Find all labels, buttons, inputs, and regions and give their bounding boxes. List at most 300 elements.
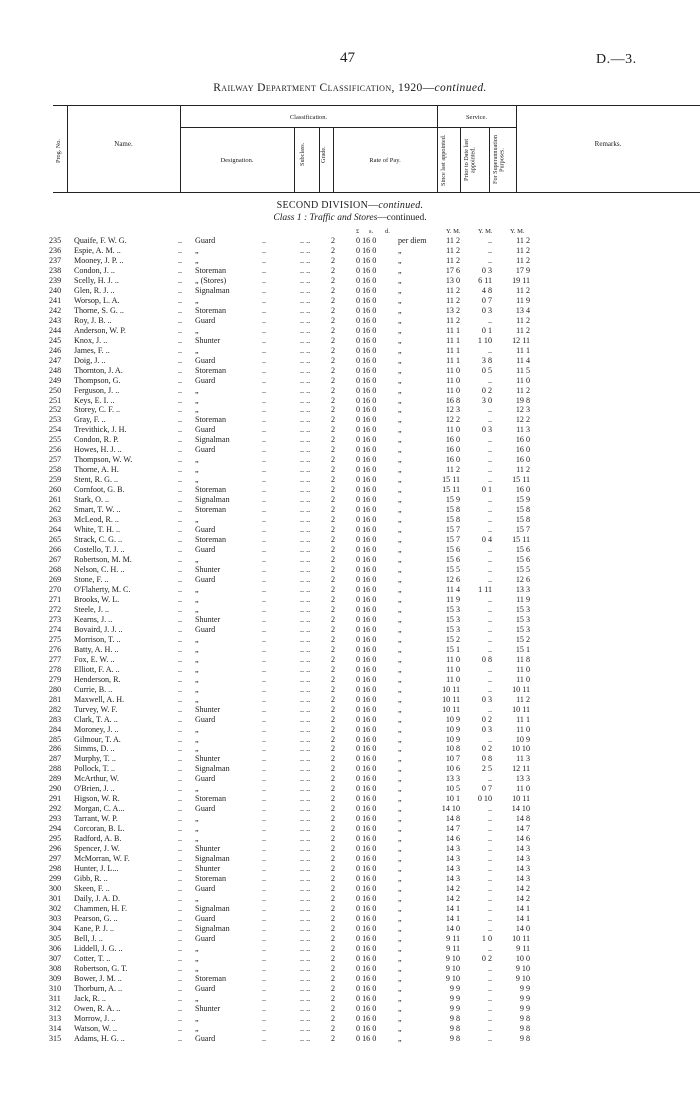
leader-dots: .. .. <box>300 784 311 794</box>
row-superannuation: 15 2 <box>515 634 530 644</box>
row-superannuation: 15 5 <box>515 565 530 574</box>
leader-dots: .. .. <box>300 764 311 774</box>
row-prog-no: 288 <box>49 764 62 774</box>
row-rate-period: „ <box>398 555 402 565</box>
table-row <box>0 495 700 505</box>
leader-dots: .. .. <box>300 894 311 904</box>
leader-dots: .. <box>178 505 183 515</box>
row-grade: 2 <box>331 774 336 784</box>
row-superannuation: 11 9 <box>516 594 530 604</box>
leader-dots: .. <box>178 355 183 365</box>
row-rate: 0 16 0 <box>356 973 377 983</box>
row-rate: 0 16 0 <box>356 674 377 684</box>
unit-ym-since: Y. M. <box>446 228 461 235</box>
row-rate: 0 16 0 <box>356 913 377 923</box>
leader-dots: .. <box>262 993 267 1003</box>
row-prior-to: .. <box>487 923 492 933</box>
row-rate: 0 16 0 <box>356 265 377 275</box>
row-designation: Shunter <box>195 754 221 764</box>
row-rate-period: „ <box>398 694 402 704</box>
row-name: Murphy, T. .. <box>74 754 116 764</box>
row-prog-no: 260 <box>49 485 62 495</box>
row-prior-to: .. <box>487 415 492 425</box>
row-prog-no: 284 <box>49 724 62 734</box>
row-rate: 0 16 0 <box>356 734 377 744</box>
leader-dots: .. <box>178 634 183 644</box>
row-prog-no: 313 <box>49 1013 62 1023</box>
row-grade: 2 <box>331 435 336 445</box>
row-grade: 2 <box>331 385 336 395</box>
row-name: Daily, J. A. D. <box>74 894 121 904</box>
leader-dots: .. .. <box>300 535 311 545</box>
row-rate-period: „ <box>398 834 402 844</box>
row-prior-to: .. <box>487 405 492 415</box>
row-rate: 0 16 0 <box>356 953 377 963</box>
row-prior-to: .. <box>487 315 492 325</box>
row-since-last: 9 9 <box>449 1003 460 1013</box>
row-prog-no: 255 <box>49 435 62 445</box>
row-prior-to: 2 5 <box>481 764 492 774</box>
row-superannuation: 19 8 <box>515 395 530 405</box>
row-since-last: 10 7 <box>445 754 460 764</box>
leader-dots: .. <box>262 854 267 864</box>
row-grade: 2 <box>331 1013 336 1023</box>
leader-dots: .. <box>178 724 183 734</box>
row-grade: 2 <box>331 515 336 525</box>
leader-dots: .. <box>262 315 267 325</box>
row-prior-to: .. <box>487 644 492 654</box>
row-rate-period: „ <box>398 674 402 684</box>
row-superannuation: 9 8 <box>519 1023 530 1033</box>
row-name: Moroney, J. .. <box>74 724 119 734</box>
row-prior-to: .. <box>487 475 492 485</box>
row-prog-no: 292 <box>49 804 62 814</box>
row-rate: 0 16 0 <box>356 325 377 335</box>
table-row <box>0 994 700 1004</box>
row-since-last: 15 9 <box>445 495 460 505</box>
section-heading-suffix: continued. <box>378 200 424 211</box>
header-designation: Designation. <box>220 157 254 164</box>
leader-dots: .. .. <box>300 505 311 515</box>
leader-dots: .. <box>262 415 267 425</box>
leader-dots: .. .. <box>300 854 311 864</box>
leader-dots: .. <box>262 295 267 305</box>
row-rate-period: „ <box>398 644 402 654</box>
leader-dots: .. .. <box>300 465 311 475</box>
row-name: Morgan, C. A... <box>74 804 125 814</box>
row-superannuation: 14 8 <box>515 814 530 824</box>
row-prior-to: .. <box>487 435 492 445</box>
table-row <box>0 336 700 346</box>
leader-dots: .. <box>178 614 183 624</box>
row-designation: „ <box>195 604 199 614</box>
row-name: Chammen, H. F. <box>74 903 128 913</box>
leader-dots: .. <box>262 465 267 475</box>
leader-dots: .. <box>178 694 183 704</box>
header-since-last-appointed: Since last appointed. <box>440 134 447 186</box>
leader-dots: .. <box>262 694 267 704</box>
row-prog-no: 273 <box>49 614 62 624</box>
leader-dots: .. <box>262 764 267 774</box>
leader-dots: .. <box>178 365 183 375</box>
row-since-last: 9 10 <box>445 953 460 963</box>
row-since-last: 14 1 <box>445 903 460 913</box>
row-superannuation: 11 2 <box>516 236 530 245</box>
row-rate: 0 16 0 <box>356 515 377 525</box>
table-row <box>0 954 700 964</box>
row-superannuation: 16 0 <box>515 485 530 495</box>
row-prog-no: 276 <box>49 644 62 654</box>
row-rate: 0 16 0 <box>356 425 377 435</box>
row-superannuation: 15 11 <box>512 475 530 485</box>
table-row <box>0 854 700 864</box>
table-row <box>0 924 700 934</box>
row-prog-no: 246 <box>49 345 62 355</box>
row-name: Spencer, J. W. <box>74 844 120 854</box>
row-prog-no: 239 <box>49 275 62 285</box>
row-grade: 2 <box>331 555 336 565</box>
row-superannuation: 14 1 <box>515 913 530 923</box>
row-since-last: 9 9 <box>449 993 460 1003</box>
row-superannuation: 17 9 <box>515 265 530 275</box>
row-prior-to: 0 2 <box>481 714 492 724</box>
row-prior-to: .. <box>487 1023 492 1033</box>
row-grade: 2 <box>331 365 336 375</box>
row-since-last: 11 0 <box>446 674 460 684</box>
leader-dots: .. .. <box>300 1013 311 1023</box>
table-row <box>0 455 700 465</box>
row-prog-no: 293 <box>49 814 62 824</box>
leader-dots: .. <box>262 584 267 594</box>
table-row <box>0 984 700 994</box>
row-rate-period: „ <box>398 754 402 764</box>
row-superannuation: 9 10 <box>515 973 530 983</box>
row-rate: 0 16 0 <box>356 784 377 794</box>
row-prog-no: 240 <box>49 285 62 295</box>
row-prog-no: 311 <box>49 993 61 1003</box>
row-superannuation: 10 11 <box>512 933 530 943</box>
row-rate-period: „ <box>398 445 402 455</box>
row-since-last: 9 11 <box>446 943 460 953</box>
row-grade: 2 <box>331 415 336 425</box>
leader-dots: .. <box>178 555 183 565</box>
row-prog-no: 297 <box>49 854 62 864</box>
row-prog-no: 235 <box>49 236 62 245</box>
row-designation: Guard <box>195 375 216 385</box>
row-rate-period: „ <box>398 265 402 275</box>
leader-dots: .. .. <box>300 804 311 814</box>
row-name: Thornton, J. A. <box>74 365 123 375</box>
row-rate-period: „ <box>398 894 402 904</box>
row-rate: 0 16 0 <box>356 903 377 913</box>
leader-dots: .. <box>178 445 183 455</box>
row-name: McLeod, R. .. <box>74 515 119 525</box>
row-prior-to: .. <box>487 1013 492 1023</box>
row-name: Turvey, W. F. <box>74 704 118 714</box>
row-rate-period: „ <box>398 275 402 285</box>
row-rate: 0 16 0 <box>356 963 377 973</box>
leader-dots: .. <box>262 724 267 734</box>
row-name: Pearson, G. .. <box>74 913 118 923</box>
row-name: Steele, J. .. <box>74 604 110 614</box>
row-designation: Guard <box>195 983 216 993</box>
row-rate-period: „ <box>398 604 402 614</box>
row-designation: „ <box>195 784 199 794</box>
table-row <box>0 396 700 406</box>
row-rate: 0 16 0 <box>356 1023 377 1033</box>
leader-dots: .. .. <box>300 475 311 485</box>
row-designation: Guard <box>195 445 216 455</box>
leader-dots: .. <box>262 834 267 844</box>
leader-dots: .. .. <box>300 814 311 824</box>
row-rate-period: „ <box>398 784 402 794</box>
leader-dots: .. .. <box>300 435 311 445</box>
row-grade: 2 <box>331 604 336 614</box>
row-grade: 2 <box>331 355 336 365</box>
leader-dots: .. <box>262 953 267 963</box>
table-row <box>0 655 700 665</box>
row-name: Quaife, F. W. G. <box>74 236 127 245</box>
row-superannuation: 14 7 <box>515 824 530 834</box>
leader-dots: .. <box>262 455 267 465</box>
leader-dots: .. <box>178 525 183 535</box>
row-grade: 2 <box>331 614 336 624</box>
row-superannuation: 11 3 <box>516 425 530 435</box>
row-name: Thorne, S. G. .. <box>74 305 124 315</box>
row-name: Thompson, W. W. <box>74 455 133 465</box>
leader-dots: .. <box>178 983 183 993</box>
row-grade: 2 <box>331 684 336 694</box>
row-prior-to: 6 11 <box>478 275 492 285</box>
leader-dots: .. <box>178 963 183 973</box>
row-designation: „ <box>195 1023 199 1033</box>
row-prog-no: 263 <box>49 515 62 525</box>
table-row <box>0 774 700 784</box>
table-row <box>0 635 700 645</box>
leader-dots: .. <box>178 335 183 345</box>
table-row <box>0 575 700 585</box>
row-since-last: 11 2 <box>446 236 460 245</box>
row-rate: 0 16 0 <box>356 365 377 375</box>
row-designation: „ <box>195 515 199 525</box>
row-prior-to: 0 8 <box>481 654 492 664</box>
leader-dots: .. <box>262 674 267 684</box>
row-prior-to: .. <box>487 774 492 784</box>
row-prior-to: .. <box>487 734 492 744</box>
row-rate: 0 16 0 <box>356 664 377 674</box>
row-superannuation: 10 11 <box>512 794 530 804</box>
row-prior-to: .. <box>487 943 492 953</box>
leader-dots: .. .. <box>300 565 311 574</box>
row-rate: 0 16 0 <box>356 943 377 953</box>
row-since-last: 9 8 <box>449 1013 460 1023</box>
row-since-last: 11 2 <box>446 295 460 305</box>
row-rate-period: „ <box>398 405 402 415</box>
leader-dots: .. .. <box>300 884 311 894</box>
row-prog-no: 258 <box>49 465 62 475</box>
leader-dots: .. .. <box>300 973 311 983</box>
table-row <box>0 405 700 415</box>
leader-dots: .. <box>262 325 267 335</box>
row-superannuation: 15 6 <box>515 555 530 565</box>
row-name: Clark, T. A. .. <box>74 714 118 724</box>
row-designation: Storeman <box>195 505 227 515</box>
row-since-last: 14 0 <box>445 923 460 933</box>
table-row <box>0 545 700 555</box>
leader-dots: .. .. <box>300 525 311 535</box>
row-grade: 2 <box>331 923 336 933</box>
row-designation: „ <box>195 993 199 1003</box>
row-prog-no: 309 <box>49 973 62 983</box>
leader-dots: .. <box>178 734 183 744</box>
leader-dots: .. <box>262 555 267 565</box>
row-name: McMorran, W. F. <box>74 854 130 864</box>
row-grade: 2 <box>331 714 336 724</box>
leader-dots: .. .. <box>300 285 311 295</box>
table-row <box>0 525 700 535</box>
row-prior-to: 0 3 <box>481 305 492 315</box>
row-rate-period: „ <box>398 345 402 355</box>
row-since-last: 10 11 <box>442 694 460 704</box>
row-superannuation: 11 0 <box>516 674 530 684</box>
row-rate-period: „ <box>398 375 402 385</box>
leader-dots: .. <box>178 395 183 405</box>
row-name: Higson, W. R. <box>74 794 120 804</box>
row-designation: „ <box>195 894 199 904</box>
row-prog-no: 307 <box>49 953 62 963</box>
row-grade: 2 <box>331 953 336 963</box>
row-grade: 2 <box>331 594 336 604</box>
leader-dots: .. .. <box>300 774 311 784</box>
row-rate-period: „ <box>398 545 402 555</box>
page-title: Railway Department Classification, 1920—continued. <box>213 82 487 94</box>
row-superannuation: 11 8 <box>516 654 530 664</box>
row-name: Ferguson, J. .. <box>74 385 120 395</box>
row-grade: 2 <box>331 764 336 774</box>
row-rate: 0 16 0 <box>356 305 377 315</box>
row-rate-period: „ <box>398 305 402 315</box>
row-rate: 0 16 0 <box>356 555 377 565</box>
leader-dots: .. <box>262 794 267 804</box>
row-grade: 2 <box>331 245 336 255</box>
row-designation: „ (Stores) <box>195 275 227 285</box>
row-rate-period: „ <box>398 355 402 365</box>
row-rate: 0 16 0 <box>356 844 377 854</box>
leader-dots: .. <box>262 594 267 604</box>
row-superannuation: 11 2 <box>516 245 530 255</box>
leader-dots: .. <box>178 385 183 395</box>
row-rate: 0 16 0 <box>356 545 377 555</box>
row-grade: 2 <box>331 734 336 744</box>
leader-dots: .. <box>262 864 267 874</box>
table-header <box>53 105 700 193</box>
row-rate-period: „ <box>398 654 402 664</box>
table-row <box>0 306 700 316</box>
row-since-last: 15 1 <box>445 644 460 654</box>
row-rate-period: „ <box>398 734 402 744</box>
row-since-last: 9 11 <box>446 933 460 943</box>
table-row <box>0 445 700 455</box>
row-rate: 0 16 0 <box>356 375 377 385</box>
row-name: Maxwell, A. H. <box>74 694 125 704</box>
row-rate-period: „ <box>398 824 402 834</box>
leader-dots: .. <box>178 684 183 694</box>
row-rate: 0 16 0 <box>356 574 377 584</box>
leader-dots: .. <box>262 624 267 634</box>
leader-dots: .. .. <box>300 335 311 345</box>
row-designation: Storeman <box>195 365 227 375</box>
row-prior-to: 1 10 <box>477 335 492 345</box>
leader-dots: .. <box>178 465 183 475</box>
row-designation: Shunter <box>195 704 221 714</box>
table-row <box>0 615 700 625</box>
row-since-last: 11 0 <box>446 664 460 674</box>
row-rate: 0 16 0 <box>356 814 377 824</box>
row-superannuation: 9 8 <box>519 1013 530 1023</box>
row-grade: 2 <box>331 754 336 764</box>
row-since-last: 10 9 <box>445 734 460 744</box>
leader-dots: .. <box>262 385 267 395</box>
row-prior-to: 3 0 <box>481 395 492 405</box>
row-since-last: 11 1 <box>446 325 460 335</box>
row-prog-no: 294 <box>49 824 62 834</box>
row-designation: „ <box>195 734 199 744</box>
leader-dots: .. <box>178 455 183 465</box>
leader-dots: .. .. <box>300 963 311 973</box>
row-superannuation: 11 0 <box>516 724 530 734</box>
row-designation: Guard <box>195 774 216 784</box>
row-grade: 2 <box>331 973 336 983</box>
leader-dots: .. <box>178 375 183 385</box>
table-row <box>0 565 700 575</box>
row-since-last: 11 1 <box>446 345 460 355</box>
row-since-last: 14 1 <box>445 913 460 923</box>
row-prior-to: .. <box>487 495 492 505</box>
row-designation: „ <box>195 345 199 355</box>
leader-dots: .. <box>262 475 267 485</box>
leader-dots: .. <box>262 236 267 245</box>
row-grade: 2 <box>331 854 336 864</box>
leader-dots: .. .. <box>300 415 311 425</box>
row-designation: „ <box>195 594 199 604</box>
row-prog-no: 241 <box>49 295 62 305</box>
row-since-last: 11 4 <box>446 584 460 594</box>
row-rate-period: „ <box>398 475 402 485</box>
row-superannuation: 14 6 <box>515 834 530 844</box>
leader-dots: .. <box>262 425 267 435</box>
row-rate: 0 16 0 <box>356 535 377 545</box>
leader-dots: .. <box>178 1003 183 1013</box>
row-prog-no: 254 <box>49 425 62 435</box>
leader-dots: .. .. <box>300 734 311 744</box>
leader-dots: .. <box>178 714 183 724</box>
row-designation: Shunter <box>195 565 221 574</box>
leader-dots: .. .. <box>300 375 311 385</box>
row-superannuation: 14 2 <box>515 894 530 904</box>
row-prior-to: .. <box>487 634 492 644</box>
leader-dots: .. <box>178 923 183 933</box>
row-grade: 2 <box>331 405 336 415</box>
header-prior-to-date: Prior to Date last appointed. <box>463 138 477 182</box>
row-rate: 0 16 0 <box>356 864 377 874</box>
leader-dots: .. <box>178 844 183 854</box>
header-prog-no: Prog. No. <box>55 139 62 164</box>
row-since-last: 14 2 <box>445 894 460 904</box>
leader-dots: .. <box>262 644 267 654</box>
row-since-last: 11 2 <box>446 255 460 265</box>
row-designation: „ <box>195 664 199 674</box>
row-designation: Shunter <box>195 1003 221 1013</box>
